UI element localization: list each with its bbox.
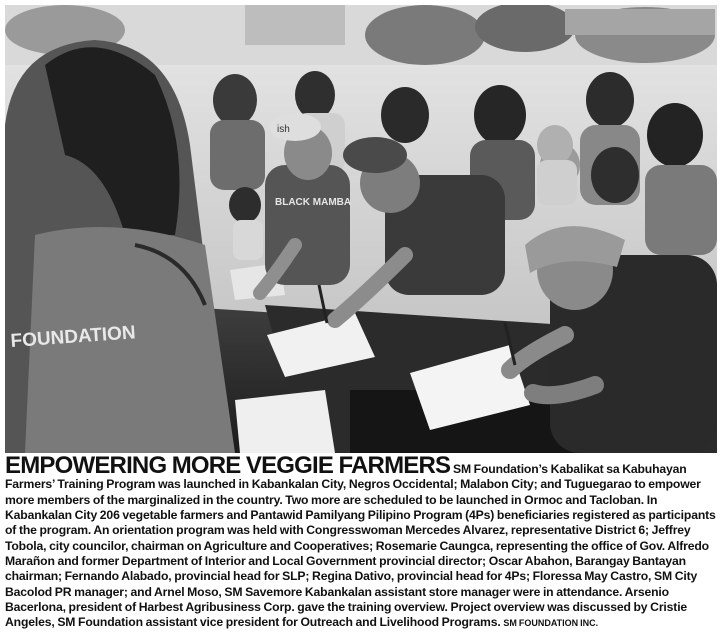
cap-text: ish: [277, 124, 290, 135]
news-photo: [5, 5, 717, 453]
photo-credit: SM FOUNDATION INC.: [503, 618, 599, 629]
shirt-text: FOUNDATION: [9, 322, 137, 352]
photo-illustration: [5, 5, 717, 453]
caption-headline: EMPOWERING MORE VEGGIE FARMERS: [5, 452, 451, 479]
photo-caption: [5, 452, 717, 640]
caption-body: SM Foundation’s Kabalikat sa Kabuhayan Farmers’ Training Program was launched in Kabankalan City, Negros Occidental; Malabon City; and Tuguegarao to empower more members of the marginalized in the country. Two more are scheduled to be launched in Ormoc and Tacloban. In Kabankalan City 206 vegetable farmers and Pantawid Pamilyang Pilipino Program (4Ps) beneficiaries registered as participants of the program. An orientation program was held with Congresswoman Mercedes Alvarez, representative District 6; Jeffrey Tobola, city councilor, chairman on Agriculture and Cooperatives; Rosemarie Caungca, representing the office of Gov. Alfredo Marañon and former Department of Interior and Local Government provincial director; Oscar Abahon, Barangay Bantayan chairman; Fernando Alabado, provincial head for SLP; Regina Dativo, provincial head for 4Ps; Floressa May Castro, SM City Bacolod PR manager; and Arnel Moso, SM Savemore Kabankalan assistant store manager were in attendance. Arsenio Bacerlona, president of Harbest Agribusiness Corp. gave the training overview. Project overview was discussed by Cristie Angeles, SM Foundation assistant vice president for Outreach and Livelihood Programs.: [5, 462, 716, 630]
tshirt-text: BLACK MAMBA: [275, 197, 352, 208]
